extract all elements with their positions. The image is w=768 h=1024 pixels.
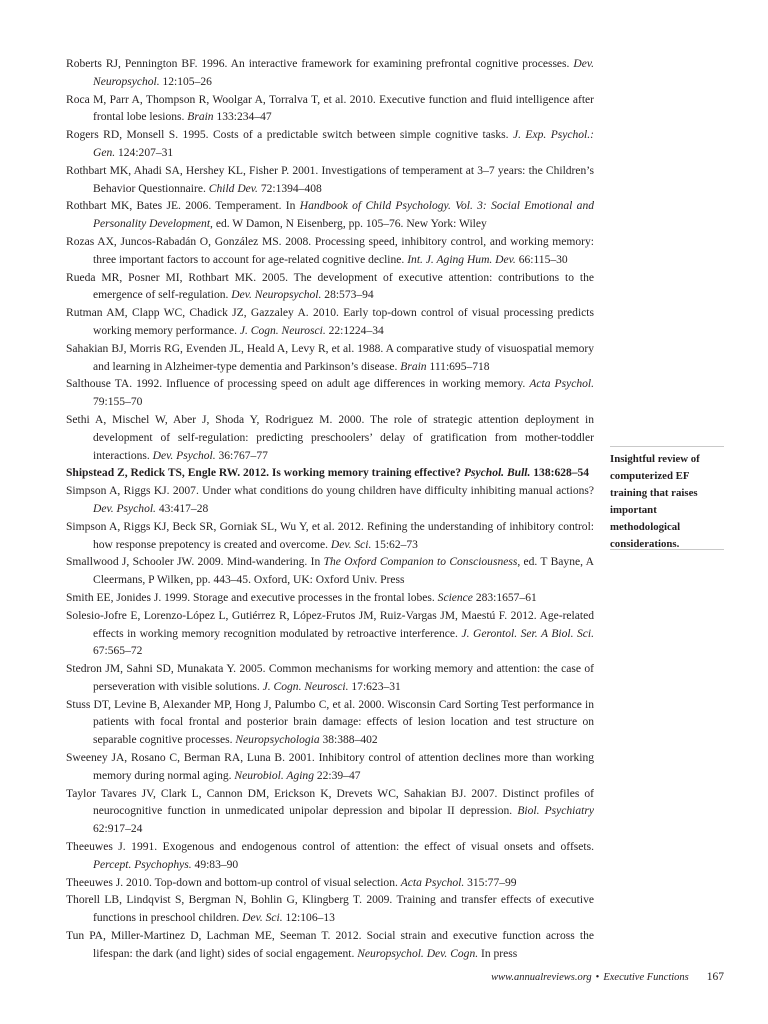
footer-site[interactable]: www.annualreviews.org <box>491 972 592 983</box>
reference-text: 72:1394–408 <box>257 182 322 195</box>
reference-entry <box>66 376 594 412</box>
reference-text: Thorell LB, Lindqvist S, Bergman N, Bohlin G, Klingberg T. 2009. Training and transfer effects of executive functions in preschool children. <box>66 894 594 925</box>
reference-journal: Dev. Neuropsychol. <box>231 289 322 302</box>
reference-text: Stuss DT, Levine B, Alexander MP, Hong J, Palumbo C, et al. 2000. Wisconsin Card Sorting Test performance in patients with focal frontal and posterior brain damage: effects of lesion location and test structure on separable cognitive processes. <box>66 698 594 747</box>
reference-entry <box>66 92 594 128</box>
reference-entry <box>66 56 594 92</box>
reference-entry <box>66 750 594 786</box>
reference-journal: Brain <box>187 111 214 124</box>
reference-text: Salthouse TA. 1992. Influence of processing speed on adult age differences in working memory. <box>66 378 530 391</box>
footer-bullet: • <box>595 972 600 983</box>
reference-journal: Child Dev. <box>208 182 258 195</box>
reference-text: Taylor Tavares JV, Clark L, Cannon DM, Erickson K, Drevets WC, Sahakian BJ. 2007. Distinct profiles of neurocognitive function in unmedicated unipolar depression and bipolar II depression. <box>66 787 594 818</box>
reference-text: Sethi A, Mischel W, Aber J, Shoda Y, Rodriguez M. 2000. The role of strategic attention deployment in development of self-regulation: predicting preschoolers’ delay of gratification from mother-toddler interactions. <box>66 413 594 462</box>
reference-text: , ed. T Bayne, A Cleermans, P Wilken, pp. 443–45. Oxford, UK: Oxford Univ. Press <box>93 556 594 587</box>
reference-text: Simpson A, Riggs KJ. 2007. Under what conditions do young children have difficulty inhibiting manual actions? <box>66 485 594 498</box>
reference-entry <box>66 234 594 270</box>
reference-entry <box>66 341 594 377</box>
reference-journal: Dev. Sci. <box>242 912 283 925</box>
reference-text: 315:77–99 <box>464 876 517 889</box>
margin-note: Insightful review of computerized EF training that raises important methodological considerations. <box>610 453 700 550</box>
page-footer <box>491 971 724 983</box>
reference-entry <box>66 270 594 306</box>
reference-journal: Acta Psychol. <box>400 876 465 889</box>
reference-text: 15:62–73 <box>371 538 418 551</box>
reference-entry <box>66 412 594 465</box>
reference-entry <box>66 928 594 964</box>
reference-journal: Dev. Neuropsychol. <box>93 58 594 88</box>
reference-text: Smallwood J, Schooler JW. 2009. Mind-wandering. In <box>66 556 324 569</box>
reference-text: 22:39–47 <box>313 769 361 782</box>
reference-text: Rothbart MK, Ahadi SA, Hershey KL, Fisher P. 2001. Investigations of temperament at 3–7 years: the Children’s Behavior Questionnaire. <box>66 164 594 195</box>
reference-text: Sweeney JA, Rosano C, Berman RA, Luna B. 2001. Inhibitory control of attention declines more than working memory during normal aging. <box>66 752 594 782</box>
reference-entry <box>66 590 594 608</box>
reference-text: 283:1657–61 <box>472 591 537 604</box>
reference-journal: Neuropsychol. Dev. Cogn. <box>357 947 479 960</box>
reference-text: Rothbart MK, Bates JE. 2006. Temperament. In <box>66 200 300 213</box>
reference-text: Rozas AX, Juncos-Rabadán O, González MS. 2008. Processing speed, inhibitory control, and working memory: three important factors to account for age-related cognitive decline. <box>66 235 594 266</box>
reference-journal: Neurobiol. Aging <box>234 769 314 782</box>
reference-text: 79:155–70 <box>93 396 143 409</box>
reference-journal: Handbook of Child Psychology. Vol. 3: Social Emotional and Personality Development <box>93 200 594 231</box>
reference-journal: Dev. Sci. <box>330 538 372 551</box>
reference-text: 138:628–54 <box>530 467 590 480</box>
reference-text: 133:234–47 <box>213 111 272 124</box>
reference-text: In press <box>478 947 518 960</box>
reference-text: Tun PA, Miller-Martinez D, Lachman ME, Seeman T. 2012. Social strain and executive function across the lifespan: the dark (and light) sides of social engagement. <box>66 930 594 960</box>
reference-text: 49:83–90 <box>191 858 239 871</box>
reference-journal: Science <box>437 591 473 604</box>
reference-text: 12:106–13 <box>282 912 335 925</box>
reference-entry <box>66 661 594 697</box>
reference-entry <box>66 697 594 750</box>
reference-text: 43:417–28 <box>155 502 209 515</box>
reference-entry <box>66 127 594 163</box>
margin-note-bottom-rule <box>610 549 724 550</box>
reference-text: Theeuwes J. 1991. Exogenous and endogenous control of attention: the effect of visual onsets and offsets. <box>66 841 594 854</box>
reference-text: 22:1224–34 <box>325 324 384 337</box>
reference-entry <box>66 875 594 893</box>
reference-entry <box>66 198 594 234</box>
reference-text: 62:917–24 <box>93 823 143 836</box>
reference-text: Roberts RJ, Pennington BF. 1996. An interactive framework for examining prefrontal cognitive processes. <box>66 58 574 70</box>
reference-entry <box>66 839 594 875</box>
reference-journal: Dev. Psychol. <box>93 502 156 515</box>
reference-text: Rogers RD, Monsell S. 1995. Costs of a predictable switch between simple cognitive tasks. <box>66 129 513 142</box>
reference-text: 111:695–718 <box>426 360 490 373</box>
reference-entry <box>66 786 594 839</box>
reference-text: 124:207–31 <box>115 146 174 159</box>
reference-text: 17:623–31 <box>348 680 401 693</box>
reference-journal: Neuropsychologia <box>235 734 320 747</box>
reference-journal: Acta Psychol. <box>529 378 594 391</box>
reference-text: Solesio-Jofre E, Lorenzo-López L, Gutiérrez R, López-Frutos JM, Ruiz-Vargas JM, Maestú F. 2012. Age-related effects in working memory recognition modulated by retroactive interference. <box>66 609 594 640</box>
reference-entry <box>66 465 594 483</box>
reference-text: 36:767–77 <box>215 449 268 462</box>
page-number: 167 <box>706 971 724 983</box>
reference-text: , ed. W Damon, N Eisenberg, pp. 105–76. New York: Wiley <box>210 218 487 231</box>
margin-note-top-rule <box>610 446 724 447</box>
reference-text: Sahakian BJ, Morris RG, Evenden JL, Heald A, Levy R, et al. 1988. A comparative study of visuospatial memory and learning in Alzheimer-type dementia and Parkinson’s disease. <box>66 342 594 373</box>
reference-text: 12:105–26 <box>159 75 212 88</box>
reference-text: Shipstead Z, Redick TS, Engle RW. 2012. Is working memory training effective? <box>66 467 464 480</box>
reference-entry <box>66 163 594 199</box>
reference-journal: Psychol. Bull. <box>463 467 531 480</box>
reference-entry <box>66 554 594 590</box>
reference-journal: J. Exp. Psychol.: Gen. <box>93 129 594 159</box>
reference-text: Roca M, Parr A, Thompson R, Woolgar A, Torralva T, et al. 2010. Executive function and fluid intelligence after frontal lobe lesions. <box>66 93 594 124</box>
reference-journal: Biol. Psychiatry <box>517 805 594 818</box>
reference-text: 38:388–402 <box>319 734 378 747</box>
reference-journal: J. Cogn. Neurosci. <box>262 680 349 693</box>
reference-text: Theeuwes J. 2010. Top-down and bottom-up control of visual selection. <box>66 876 401 889</box>
reference-entry <box>66 483 594 519</box>
reference-text: Simpson A, Riggs KJ, Beck SR, Gorniak SL, Wu Y, et al. 2012. Refining the understanding of inhibitory control: how response prepotency is created and overcome. <box>66 520 594 551</box>
reference-journal: J. Cogn. Neurosci. <box>239 324 326 337</box>
reference-entry <box>66 519 594 555</box>
reference-text: 67:565–72 <box>93 645 143 658</box>
reference-journal: J. Gerontol. Ser. A Biol. Sci. <box>461 627 594 640</box>
reference-entry <box>66 608 594 661</box>
reference-text: Rutman AM, Clapp WC, Chadick JZ, Gazzaley A. 2010. Early top-down control of visual processing predicts working memory performance. <box>66 307 594 337</box>
reference-text: 66:115–30 <box>515 253 568 266</box>
reference-journal: Dev. Psychol. <box>152 449 216 462</box>
reference-text: Stedron JM, Sahni SD, Munakata Y. 2005. Common mechanisms for working memory and attention: the case of perseveration with visible solutions. <box>66 663 594 693</box>
reference-journal: Brain <box>400 360 427 373</box>
reference-text: 28:573–94 <box>321 289 374 302</box>
reference-journal: The Oxford Companion to Consciousness <box>323 556 518 569</box>
reference-text: Smith EE, Jonides J. 1999. Storage and executive processes in the frontal lobes. <box>66 591 438 604</box>
reference-journal: Percept. Psychophys. <box>93 858 192 871</box>
reference-journal: Int. J. Aging Hum. Dev. <box>407 253 516 266</box>
reference-entry <box>66 305 594 341</box>
reference-list <box>66 56 594 964</box>
footer-title: Executive Functions <box>603 972 689 983</box>
reference-text: Rueda MR, Posner MI, Rothbart MK. 2005. The development of executive attention: contributions to the emergence of self-regulation. <box>66 271 594 302</box>
reference-entry <box>66 892 594 928</box>
